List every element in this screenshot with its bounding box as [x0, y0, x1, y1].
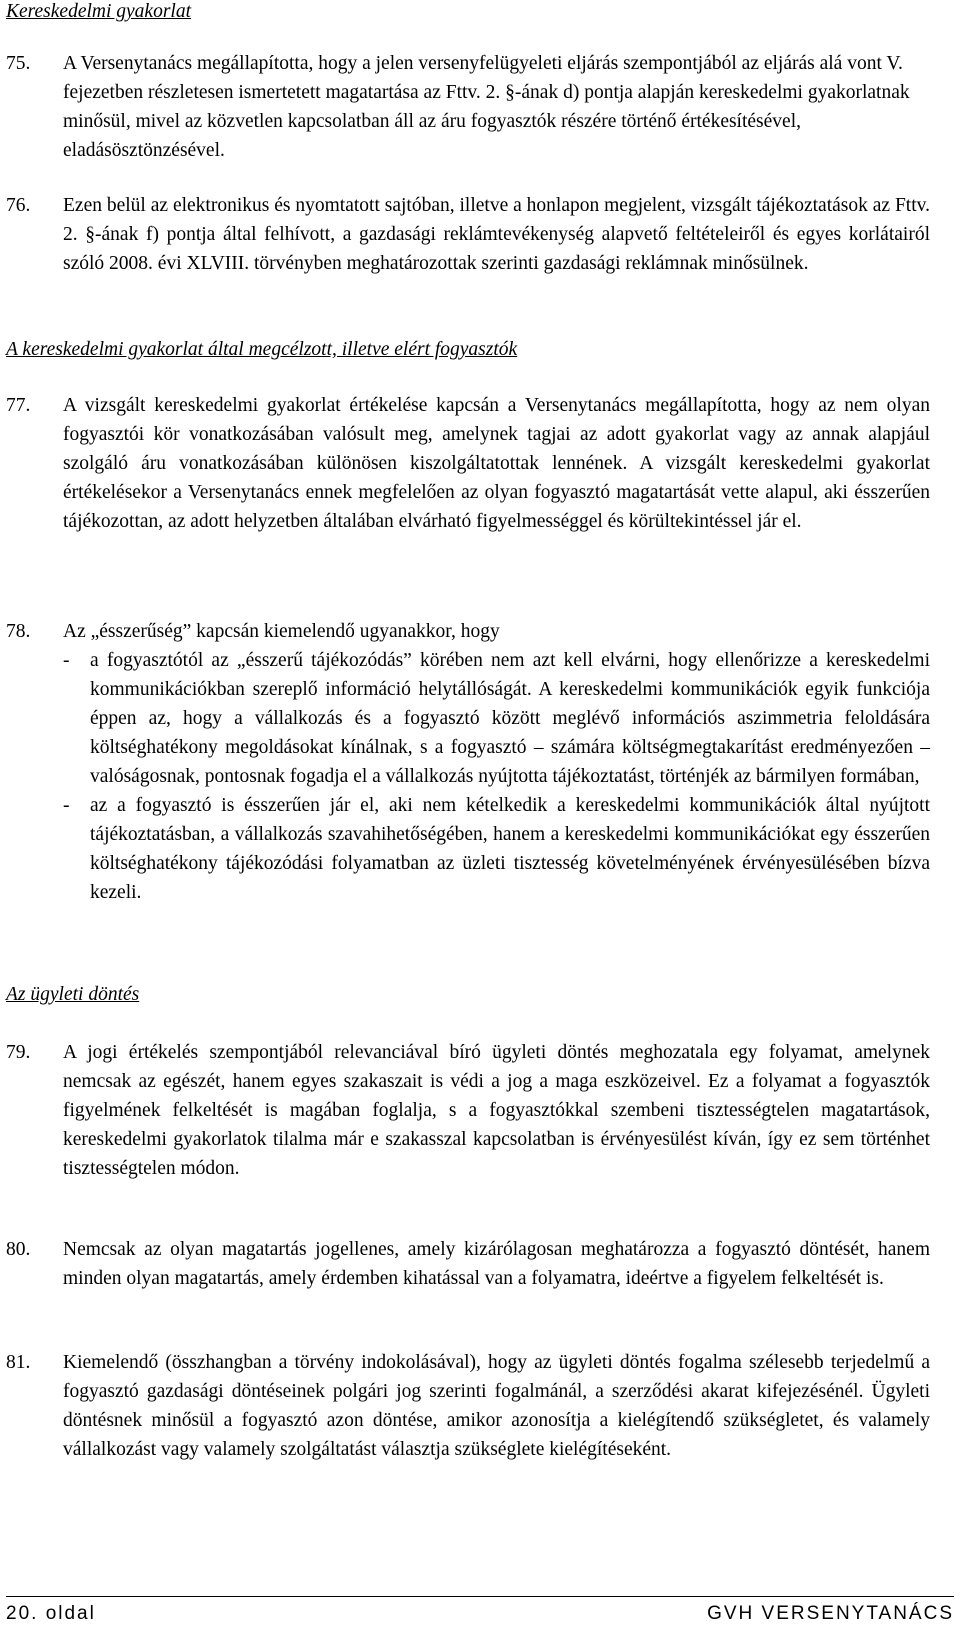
- paragraph-81: [6, 1348, 930, 1464]
- paragraph-78: [6, 617, 930, 907]
- paragraph-77: [6, 391, 930, 536]
- paragraph-text: Nemcsak az olyan magatartás jogellenes, amely kizárólagosan meghatározza a fogyasztó döntését, hanem minden olyan magatartás, amely érdemben kihatással van a folyamatra, ideértve a figyelem felkeltését is.: [63, 1239, 930, 1289]
- paragraph-80: [6, 1235, 930, 1293]
- paragraph-intro: Az „ésszerűség” kapcsán kiemelendő ugyanakkor, hogy: [63, 621, 500, 642]
- page-footer: [6, 1596, 954, 1625]
- paragraph-number: 81.: [6, 1352, 31, 1373]
- list-item-text: a fogyasztótól az „ésszerű tájékozódás” körében nem azt kell elvárni, hogy ellenőrizze a kereskedelmi kommunikációkban szereplő információ helytállóságát. A kereskedelmi kommunikációk egyik funkciója éppen az, hogy a vállalkozás és a fogyasztó között meglévő információs aszimmetria feloldására költséghatékony megoldásokat kínálnak, s a fogyasztó – számára költségmegtakarítást eredményezően – valóságosnak, pontosnak fogadja el a vállalkozás nyújtotta tájékoztatást, történjék az bármilyen formában,: [90, 650, 930, 787]
- paragraph-body: [63, 617, 930, 907]
- paragraph-number: 76.: [6, 195, 31, 216]
- paragraph-text: A Versenytanács megállapította, hogy a jelen versenyfelügyeleti eljárás szempontjából az eljárás alá vont V. fejezetben részletesen ismertetett magatartása az Fttv. 2. §-ának d) pontja alapján kereskedelmi gyakorlatnak minősül, mivel az közvetlen kapcsolatban áll az áru fogyasztók részére történő értékesítésével, eladásösztönzésével.: [63, 53, 910, 161]
- paragraph-76: [6, 191, 930, 278]
- section-heading-transactional-decision: Az ügyleti döntés: [6, 984, 140, 1005]
- paragraph-text: A vizsgált kereskedelmi gyakorlat értékelése kapcsán a Versenytanács megállapította, hogy az nem olyan fogyasztói kör vonatkozásában valósult meg, amelynek tagjai az adott gyakorlat vagy az annak alapjául szolgáló áru vonatkozásában különösen kiszolgáltatottak lennének. A vizsgált kereskedelmi gyakorlat értékelésekor a Versenytanács ennek megfelelően az olyan fogyasztó magatartását vette alapul, aki ésszerűen tájékozottan, az adott helyzetben általában elvárható figyelmességgel és körültekintéssel jár el.: [63, 395, 930, 532]
- section-heading-consumers: A kereskedelmi gyakorlat által megcélzott, illetve elért fogyasztók: [6, 339, 518, 360]
- list-item-text: az a fogyasztó is ésszerűen jár el, aki nem kételkedik a kereskedelmi kommunikációk által nyújtott tájékoztatásban, a vállalkozás szavahihetőségében, hanem a kereskedelmi kommunikációkat egy ésszerűen költséghatékony tájékozódási folyamatban az üzleti tisztesség követelményének érvényesülésében bízva kezeli.: [90, 795, 930, 903]
- paragraph-79: [6, 1038, 930, 1183]
- paragraph-text: Kiemelendő (összhangban a törvény indokolásával), hogy az ügyleti döntés fogalma szélesebb terjedelmű a fogyasztó gazdasági döntéseinek polgári jog szerinti fogalmánál, a szerződési akarat kifejezésénél. Ügyleti döntésnek minősül a fogyasztó azon döntése, amikor azonosítja a kielégítendő szükségletet, és valamely vállalkozást vagy valamely szolgáltatást választja szükséglete kielégítéseként.: [63, 1352, 930, 1460]
- paragraph-number: 80.: [6, 1239, 31, 1260]
- list-item: [63, 791, 930, 907]
- section-heading-commercial-practice: Kereskedelmi gyakorlat: [6, 1, 192, 22]
- dash-bullet: -: [63, 650, 70, 671]
- dash-bullet: -: [63, 795, 70, 816]
- list-item: [63, 646, 930, 791]
- paragraph-number: 75.: [6, 53, 31, 74]
- paragraph-text: A jogi értékelés szempontjából relevanciával bíró ügyleti döntés meghozatala egy folyamat, amelynek nemcsak az egészét, hanem egyes szakaszait is védi a jog a maga eszközeivel. Ez a folyamat a fogyasztók figyelmének felkeltését is magában foglalja, s a fogyasztókkal szembeni tisztességtelen magatartások, kereskedelmi gyakorlatok tilalma már e szakasszal kapcsolatban is érvényesülést kíván, így ez sem történhet tisztességtelen módon.: [63, 1042, 930, 1179]
- page-number: 20. oldal: [6, 1603, 96, 1624]
- paragraph-text: Ezen belül az elektronikus és nyomtatott sajtóban, illetve a honlapon megjelent, vizsgált tájékoztatások az Fttv. 2. §-ának f) pontja által felhívott, a gazdasági reklámtevékenység alapvető feltételeiről és egyes korlátairól szóló 2008. évi XLVIII. törvényben meghatározottak szerinti gazdasági reklámnak minősülnek.: [63, 195, 930, 274]
- paragraph-75: [6, 49, 930, 165]
- organization-name: GVH VERSENYTANÁCS: [707, 1603, 954, 1624]
- paragraph-number: 77.: [6, 395, 31, 416]
- paragraph-number: 79.: [6, 1042, 31, 1063]
- paragraph-number: 78.: [6, 621, 31, 642]
